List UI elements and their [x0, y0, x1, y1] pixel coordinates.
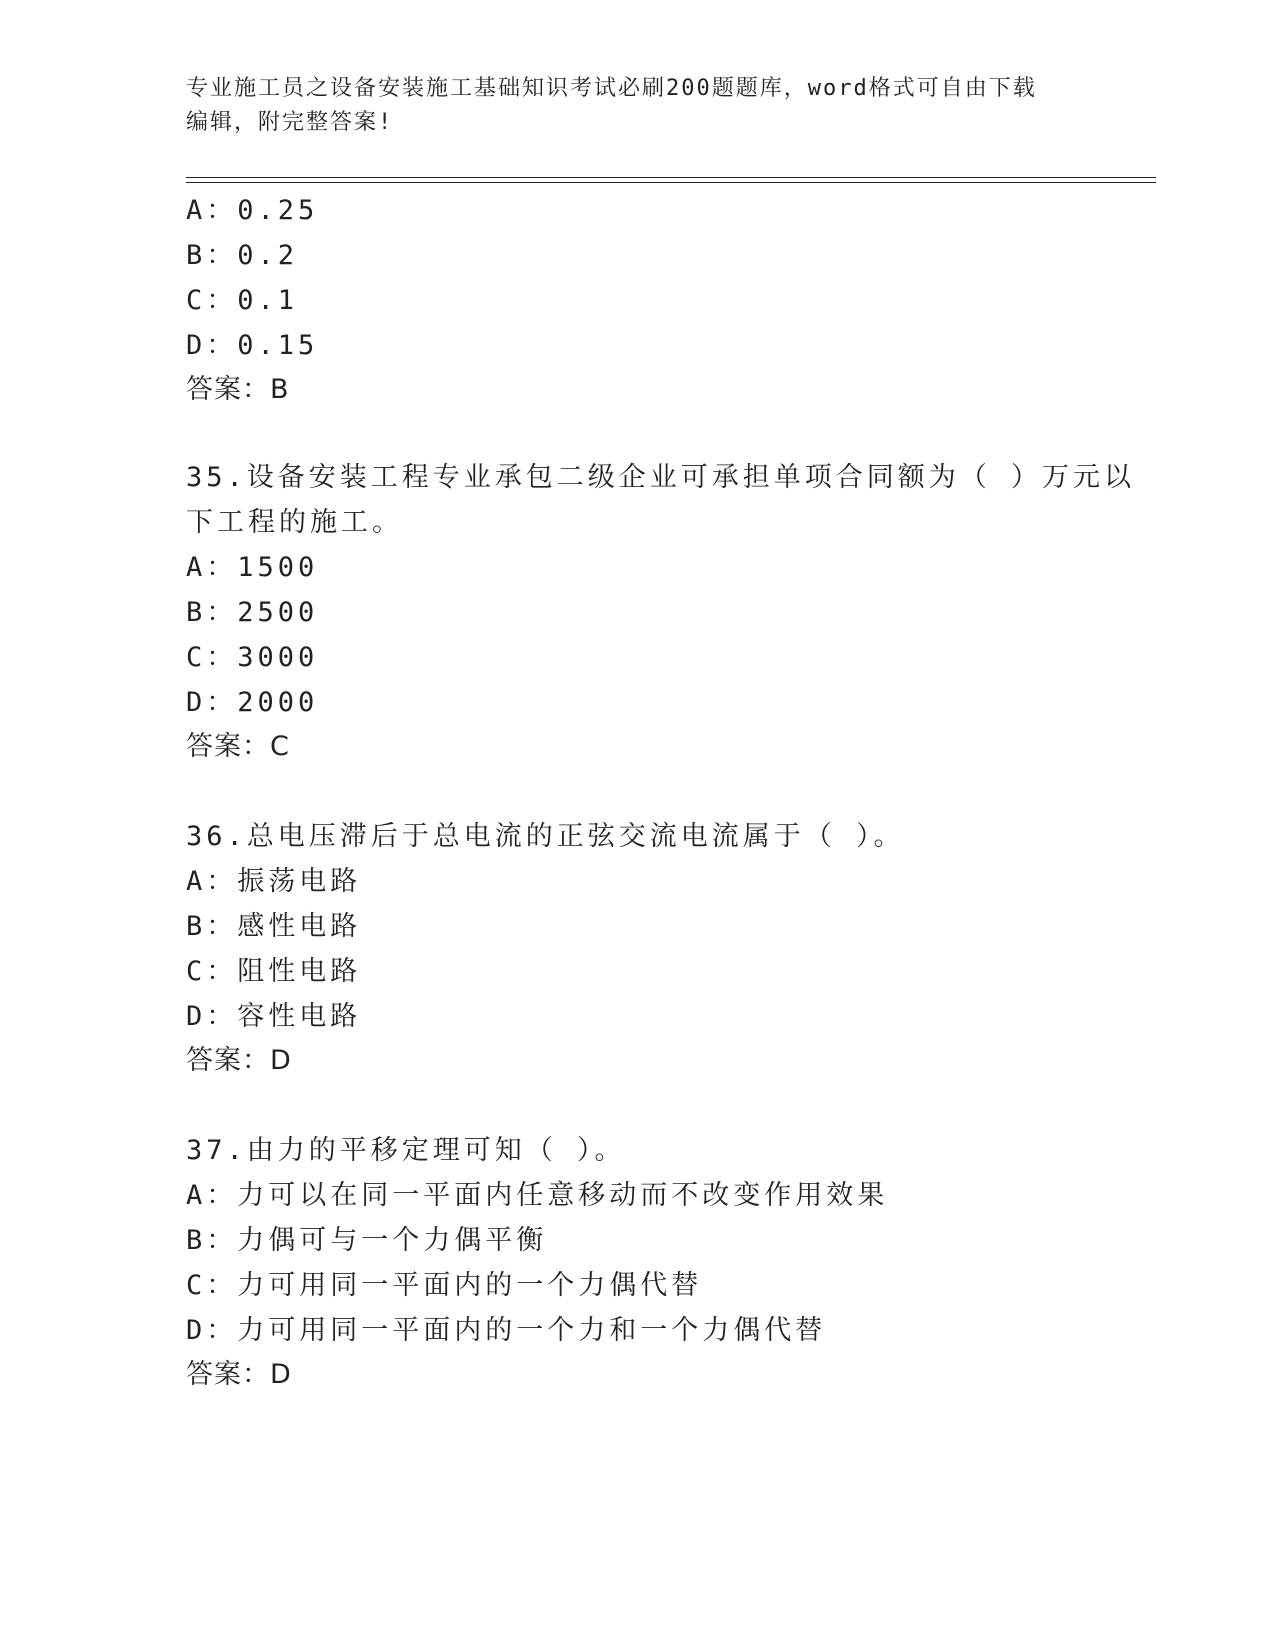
option-d: D：容性电路 — [186, 1001, 362, 1032]
option-a: A：振荡电路 — [186, 866, 362, 897]
page-header — [186, 72, 1086, 140]
option-a: A：0.25 — [186, 195, 319, 226]
option-d: D：2000 — [186, 687, 319, 718]
option-a: A：1500 — [186, 552, 319, 583]
option-c: C：0.1 — [186, 285, 299, 316]
header-divider — [186, 177, 1156, 183]
question-35-stem-continued: 下工程的施工。 — [186, 507, 403, 538]
question-35-stem: 35.设备安装工程专业承包二级企业可承担单项合同额为（ ）万元以 — [186, 462, 1136, 493]
question-36-stem: 36.总电压滞后于总电流的正弦交流电流属于（ ）。 — [186, 821, 905, 852]
option-d: D：力可用同一平面内的一个力和一个力偶代替 — [186, 1315, 827, 1346]
option-b: B：感性电路 — [186, 911, 362, 942]
option-b: B：2500 — [186, 597, 319, 628]
answer-line: 答案：D — [186, 1045, 292, 1076]
option-c: C：阻性电路 — [186, 956, 362, 987]
header-title-line-2: 编辑，附完整答案! — [186, 110, 394, 135]
answer-line: 答案：B — [186, 374, 290, 405]
header-title-line-1: 专业施工员之设备安装施工基础知识考试必刷200题题库，word格式可自由下载 — [186, 76, 1037, 101]
option-a: A：力可以在同一平面内任意移动而不改变作用效果 — [186, 1180, 889, 1211]
option-b: B：0.2 — [186, 240, 299, 271]
option-c: C：力可用同一平面内的一个力偶代替 — [186, 1270, 703, 1301]
answer-line: 答案：C — [186, 731, 290, 762]
option-d: D：0.15 — [186, 330, 319, 361]
question-37-stem: 37.由力的平移定理可知（ ）。 — [186, 1135, 626, 1166]
option-c: C：3000 — [186, 642, 319, 673]
answer-line: 答案：D — [186, 1359, 292, 1390]
option-b: B：力偶可与一个力偶平衡 — [186, 1225, 548, 1256]
